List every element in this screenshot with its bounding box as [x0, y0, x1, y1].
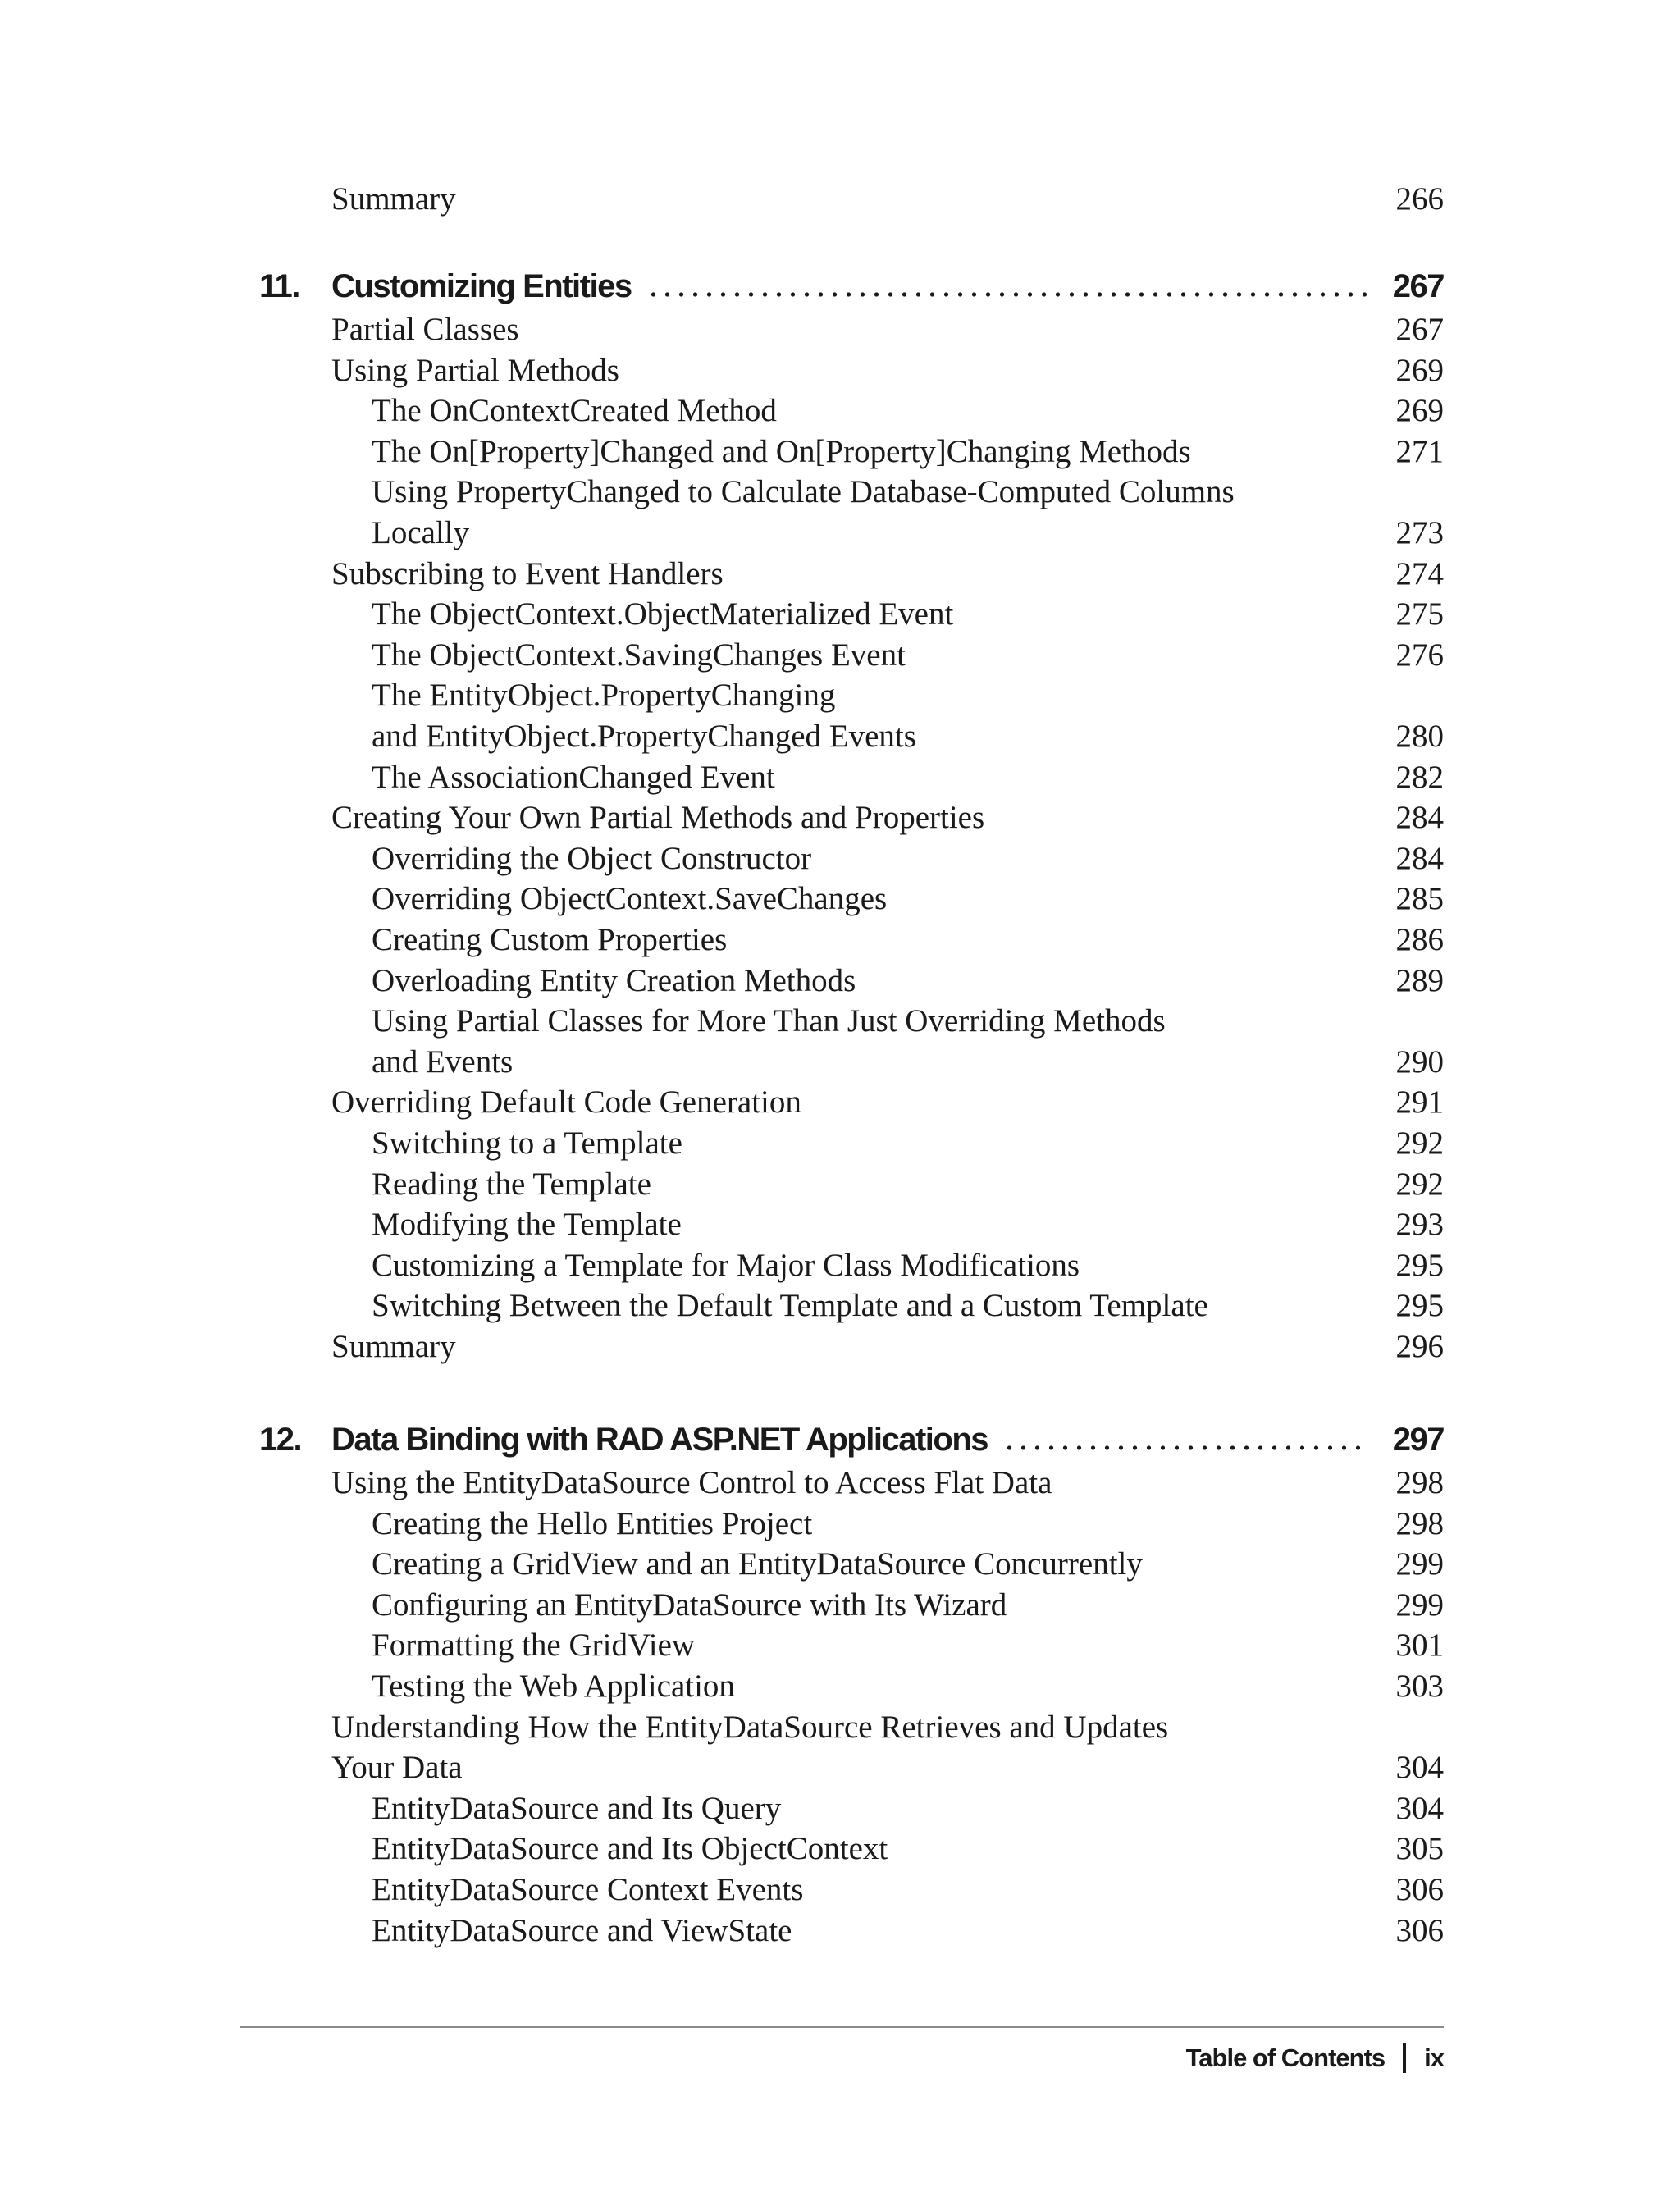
toc-entry-title: EntityDataSource Context Events — [372, 1872, 804, 1907]
toc-entry-title: and Events — [372, 1043, 514, 1080]
toc-entry — [372, 961, 1444, 1002]
chapter-title: Data Binding with RAD ASP.NET Applications — [331, 1422, 988, 1458]
toc-entry — [331, 798, 1444, 839]
toc-entry-title: Overriding Default Code Generation — [331, 1084, 801, 1121]
footer-separator — [1403, 2043, 1406, 2073]
toc-entry-page: 306 — [1395, 1912, 1444, 1948]
toc-entry — [372, 1205, 1444, 1246]
toc-entry — [372, 1002, 1444, 1043]
toc-entry — [372, 1286, 1444, 1327]
toc-entry-page: 296 — [1395, 1329, 1444, 1364]
toc-entry — [372, 432, 1444, 473]
toc-entry — [331, 555, 1444, 596]
toc-entry-title: Overloading Entity Creation Methods — [372, 962, 856, 998]
chapter-11-heading — [259, 262, 1444, 308]
toc-entry-page: 304 — [1395, 1790, 1444, 1826]
toc-entry — [331, 310, 1444, 351]
toc-entry-title: Using PropertyChanged to Calculate Database-Computed Columns — [372, 474, 1235, 510]
toc-entry-page: 284 — [1395, 840, 1444, 876]
toc-entry — [372, 595, 1444, 636]
toc-entry-page: 303 — [1395, 1669, 1444, 1704]
toc-entry-page: 282 — [1395, 759, 1444, 795]
chapter-number: 11. — [259, 268, 299, 304]
toc-entry-title: Subscribing to Event Handlers — [331, 555, 724, 591]
toc-entry-page: 269 — [1395, 393, 1444, 429]
toc-entry-page: 299 — [1395, 1546, 1444, 1582]
toc-entry-page: 267 — [1395, 312, 1444, 347]
chapter-page: 297 — [1392, 1422, 1444, 1458]
toc-entry — [372, 1124, 1444, 1165]
toc-entry-title: Creating Custom Properties — [372, 922, 728, 957]
toc-entry — [372, 920, 1444, 961]
toc-entry-title: Using Partial Classes for More Than Just Overriding Methods — [372, 1003, 1166, 1039]
toc-entry-title: Configuring an EntityDataSource with Its Wizard — [372, 1586, 1007, 1623]
toc-entry — [372, 1626, 1444, 1667]
toc-entry-title: The EntityObject.PropertyChanging — [372, 678, 836, 714]
toc-entry-title: The ObjectContext.ObjectMaterialized Event — [372, 596, 954, 632]
toc-entry-page: 280 — [1395, 719, 1444, 754]
toc-entry — [372, 676, 1444, 717]
toc-entry-title: The On[Property]Changed and On[Property]Changing Methods — [372, 433, 1191, 469]
toc-entry — [331, 1327, 1444, 1368]
toc-entry-page: 273 — [1395, 515, 1444, 550]
toc-entry-page: 269 — [1395, 352, 1444, 388]
toc-entry-title: The ObjectContext.SavingChanges Event — [372, 637, 906, 673]
toc-entry-title: Switching Between the Default Template and a Custom Template — [372, 1288, 1208, 1324]
toc-entry-title: The OnContextCreated Method — [372, 393, 777, 429]
toc-entry-title: Formatting the GridView — [372, 1628, 696, 1664]
toc-entry-page: 285 — [1395, 881, 1444, 917]
toc-entry — [372, 1165, 1444, 1206]
toc-entry-title: EntityDataSource and Its Query — [372, 1790, 782, 1826]
toc-entry — [372, 1667, 1444, 1708]
toc-entry — [331, 1083, 1444, 1124]
toc-entry-title: Overriding the Object Constructor — [372, 840, 812, 876]
toc-entry-page: 301 — [1395, 1628, 1444, 1664]
toc-entry — [372, 1586, 1444, 1627]
toc-entry-title: Creating the Hello Entities Project — [372, 1505, 813, 1541]
toc-entry-title: Using the EntityDataSource Control to Access Flat Data — [331, 1465, 1052, 1500]
toc-entry-page: 292 — [1395, 1125, 1444, 1161]
toc-entry — [372, 1504, 1444, 1545]
toc-entry — [372, 879, 1444, 920]
footer-label: Table of Contents — [1185, 2043, 1386, 2072]
toc-entry-page: 298 — [1395, 1465, 1444, 1500]
toc-entry — [331, 1463, 1444, 1504]
toc-entry-page: 274 — [1395, 555, 1444, 591]
toc-entry-page: 305 — [1395, 1831, 1444, 1867]
toc-entry-title: Creating Your Own Partial Methods and Properties — [331, 800, 985, 836]
toc-entry — [372, 1246, 1444, 1287]
toc-entry-page: 275 — [1395, 596, 1444, 632]
toc-entry-title: EntityDataSource and ViewState — [372, 1912, 792, 1948]
toc-entry-title: Testing the Web Application — [372, 1669, 735, 1704]
toc-entry-title: Creating a GridView and an EntityDataSource Concurrently — [372, 1546, 1143, 1582]
toc-entry — [372, 717, 1444, 758]
toc-entry — [372, 1911, 1444, 1952]
toc-entry — [372, 636, 1444, 677]
toc-entry-title: Summary — [331, 181, 456, 217]
toc-entry-title: Summary — [331, 1329, 456, 1364]
toc-entry-page: 266 — [1395, 181, 1444, 217]
toc-entry-page: 304 — [1395, 1750, 1444, 1786]
toc-entry-page: 271 — [1395, 433, 1444, 469]
toc-entry-title: EntityDataSource and Its ObjectContext — [372, 1831, 888, 1867]
toc-entry-title: Partial Classes — [331, 312, 519, 347]
toc-entry — [372, 1789, 1444, 1830]
toc-entry-page: 291 — [1395, 1084, 1444, 1121]
toc-entry — [372, 839, 1444, 880]
toc-entry-page: 284 — [1395, 800, 1444, 836]
toc-entry-title: and EntityObject.PropertyChanged Events — [372, 719, 916, 754]
toc-entry — [372, 514, 1444, 555]
chapter-number: 12. — [259, 1422, 302, 1458]
toc-entry — [372, 1545, 1444, 1586]
toc-entry-page: 295 — [1395, 1247, 1444, 1283]
chapter-title: Customizing Entities — [331, 268, 632, 304]
toc-entry — [331, 1748, 1444, 1789]
footer-rule — [240, 2026, 1444, 2028]
toc-entry-page: 289 — [1395, 962, 1444, 998]
toc-entry-title: Understanding How the EntityDataSource Retrieves and Updates — [331, 1709, 1169, 1745]
toc-entry — [372, 1043, 1444, 1084]
footer-page-number: ix — [1424, 2043, 1444, 2072]
chapter-12-heading — [259, 1416, 1444, 1462]
toc-entry — [331, 351, 1444, 392]
toc-entry-title: Using Partial Methods — [331, 352, 619, 388]
toc-entry-title: Reading the Template — [372, 1166, 651, 1202]
toc-entry — [372, 758, 1444, 799]
toc-entry-title: Customizing a Template for Major Class Modifications — [372, 1247, 1080, 1283]
toc-entry — [372, 391, 1444, 432]
toc-entry-page: 306 — [1395, 1872, 1444, 1907]
toc-entry-summary — [331, 180, 1444, 221]
toc-entry-page: 292 — [1395, 1166, 1444, 1202]
toc-entry-title: Modifying the Template — [372, 1207, 682, 1243]
toc-entry-page: 286 — [1395, 922, 1444, 957]
chapter-page: 267 — [1392, 268, 1444, 304]
toc-entry-title: Your Data — [331, 1750, 463, 1786]
toc-entry-page: 293 — [1395, 1207, 1444, 1243]
toc-entry-page: 276 — [1395, 637, 1444, 673]
page-footer — [1186, 2038, 1444, 2079]
toc-entry-page: 299 — [1395, 1586, 1444, 1623]
toc-entry-title: Locally — [372, 515, 470, 550]
dot-leader — [1002, 1445, 1365, 1450]
toc-entry-title: Switching to a Template — [372, 1125, 682, 1161]
toc-entry — [372, 472, 1444, 514]
dot-leader — [646, 292, 1372, 297]
toc-entry — [372, 1870, 1444, 1911]
toc-entry-title: The AssociationChanged Event — [372, 759, 775, 795]
toc-entry-title: Overriding ObjectContext.SaveChanges — [372, 881, 888, 917]
toc-entry-page: 290 — [1395, 1043, 1444, 1080]
toc-entry — [372, 1829, 1444, 1870]
toc-entry-page: 295 — [1395, 1288, 1444, 1324]
toc-entry-page: 298 — [1395, 1505, 1444, 1541]
toc-entry — [331, 1708, 1444, 1749]
